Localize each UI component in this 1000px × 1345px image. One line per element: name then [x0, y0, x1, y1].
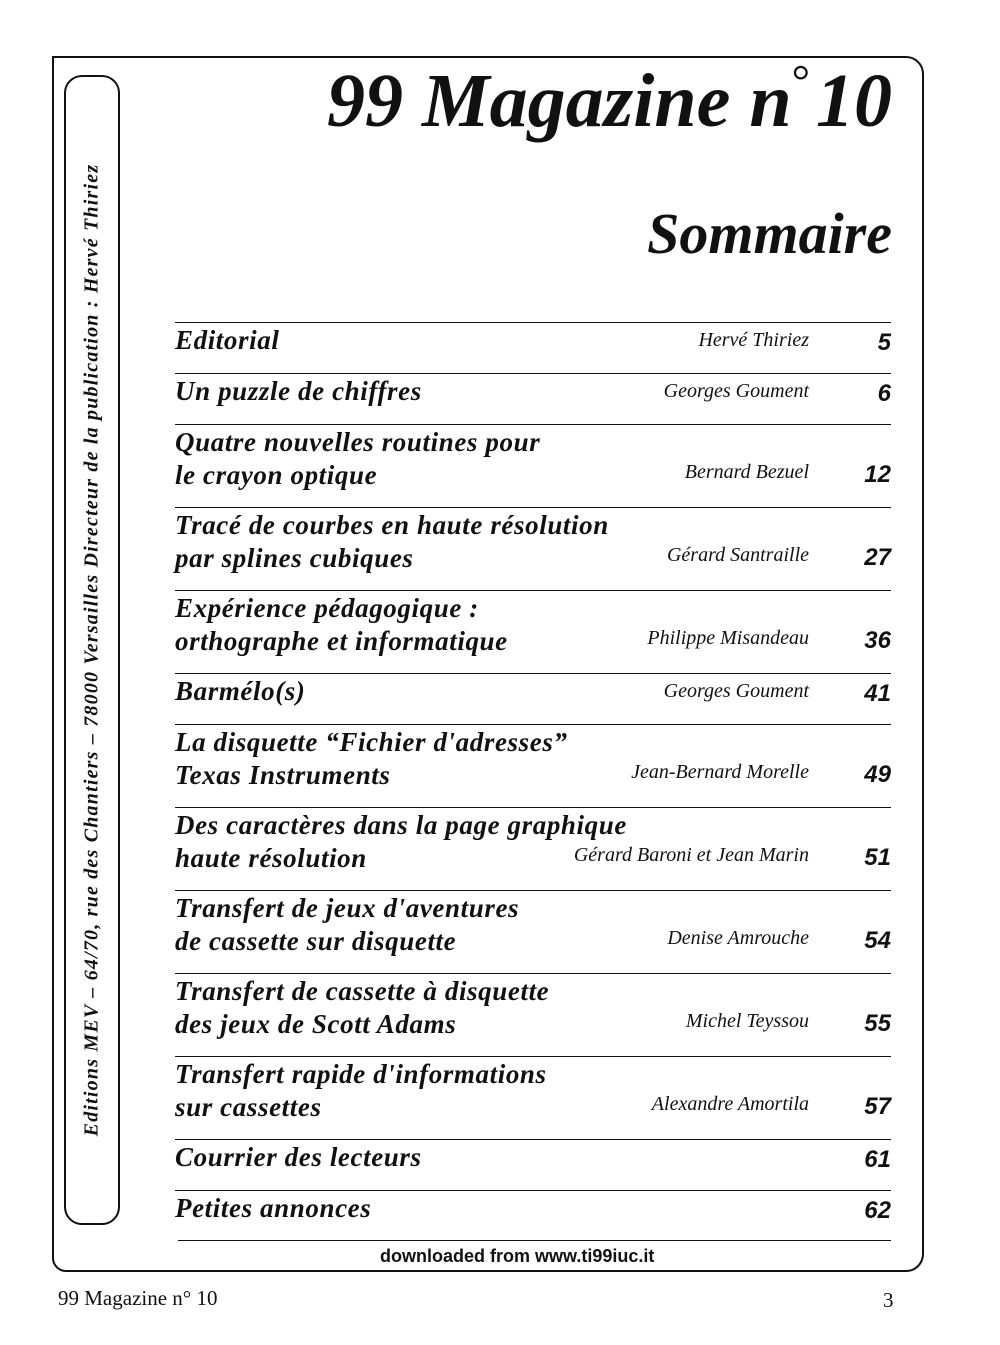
toc-entry [175, 724, 891, 807]
toc-entry [175, 973, 891, 1056]
article-title-line: Petites annonces [175, 1193, 372, 1223]
toc-entry [175, 1139, 891, 1190]
article-page: 41 [864, 680, 891, 707]
title-text: 99 Magazine n [327, 59, 792, 143]
article-title-line: Un puzzle de chiffres [175, 376, 422, 406]
article-author: Bernard Bezuel [684, 461, 809, 483]
article-author: Alexandre Amortila [651, 1093, 809, 1115]
title-degree: ° [791, 55, 810, 106]
article-author: Gérard Baroni et Jean Marin [573, 844, 809, 866]
article-title-line: sur cassettes [175, 1092, 322, 1122]
toc-entry [175, 424, 891, 507]
article-title-line: Transfert de jeux d'aventures [175, 893, 520, 923]
toc-entry [175, 1190, 891, 1241]
article-title-line: Des caractères dans la page graphique [175, 810, 627, 840]
article-title-line: le crayon optique [175, 460, 378, 490]
article-title-line: Texas Instruments [175, 760, 391, 790]
article-title-line: Transfert de cassette à disquette [175, 976, 550, 1006]
toc-entry [175, 807, 891, 890]
article-title-line: par splines cubiques [175, 543, 414, 573]
toc-entry [175, 1056, 891, 1139]
toc-entry [175, 507, 891, 590]
article-page: 5 [877, 329, 891, 356]
article-author: Georges Goument [663, 680, 809, 702]
article-title-line: Courrier des lecteurs [175, 1142, 422, 1172]
article-title-line: La disquette “Fichier d'adresses” [175, 727, 568, 757]
publisher-info: Editions MEV – 64/70, rue des Chantiers – 78000 Versailles Directeur de la publication : Hervé Thiriez [80, 163, 103, 1137]
toc-end-rule [178, 1240, 891, 1241]
section-title: Sommaire [647, 201, 892, 266]
article-author: Georges Goument [663, 380, 809, 402]
article-author: Gérard Santraille [666, 544, 809, 566]
article-title-line: Tracé de courbes en haute résolution [175, 510, 609, 540]
article-title-line: Editorial [175, 325, 280, 355]
article-page: 54 [864, 927, 891, 954]
article-page: 57 [864, 1093, 891, 1120]
article-title-line: Barmélo(s) [175, 676, 306, 706]
article-title-line: Transfert rapide d'informations [175, 1059, 547, 1089]
article-page: 36 [864, 627, 891, 654]
article-page: 12 [864, 461, 891, 488]
article-author: Jean-Bernard Morelle [631, 761, 809, 783]
article-title-line: Expérience pédagogique : [175, 593, 479, 623]
article-author: Denise Amrouche [667, 927, 809, 949]
article-author: Hervé Thiriez [698, 329, 809, 351]
article-title-line: des jeux de Scott Adams [175, 1009, 457, 1039]
toc-entry [175, 673, 891, 724]
article-page: 6 [877, 380, 891, 407]
article-author: Philippe Misandeau [647, 627, 809, 649]
article-page: 61 [864, 1146, 891, 1173]
article-title-line: de cassette sur disquette [175, 926, 457, 956]
article-page: 27 [864, 544, 891, 571]
article-page: 55 [864, 1010, 891, 1037]
toc-entry [175, 590, 891, 673]
article-page: 62 [864, 1197, 891, 1224]
article-title-line: haute résolution [175, 843, 367, 873]
article-page: 49 [864, 761, 891, 788]
article-page: 51 [864, 844, 891, 871]
article-author: Michel Teyssou [685, 1010, 809, 1032]
article-title-line: orthographe et informatique [175, 626, 508, 656]
toc-entry [175, 890, 891, 973]
table-of-contents [175, 322, 891, 1241]
download-note: downloaded from www.ti99iuc.it [380, 1246, 655, 1266]
article-title-line: Quatre nouvelles routines pour [175, 427, 541, 457]
page-number: 3 [883, 1288, 894, 1312]
toc-entry [175, 322, 891, 373]
running-title: 99 Magazine n° 10 [58, 1286, 218, 1310]
toc-entry [175, 373, 891, 424]
magazine-title [327, 55, 892, 143]
issue-number: 10 [816, 59, 892, 143]
